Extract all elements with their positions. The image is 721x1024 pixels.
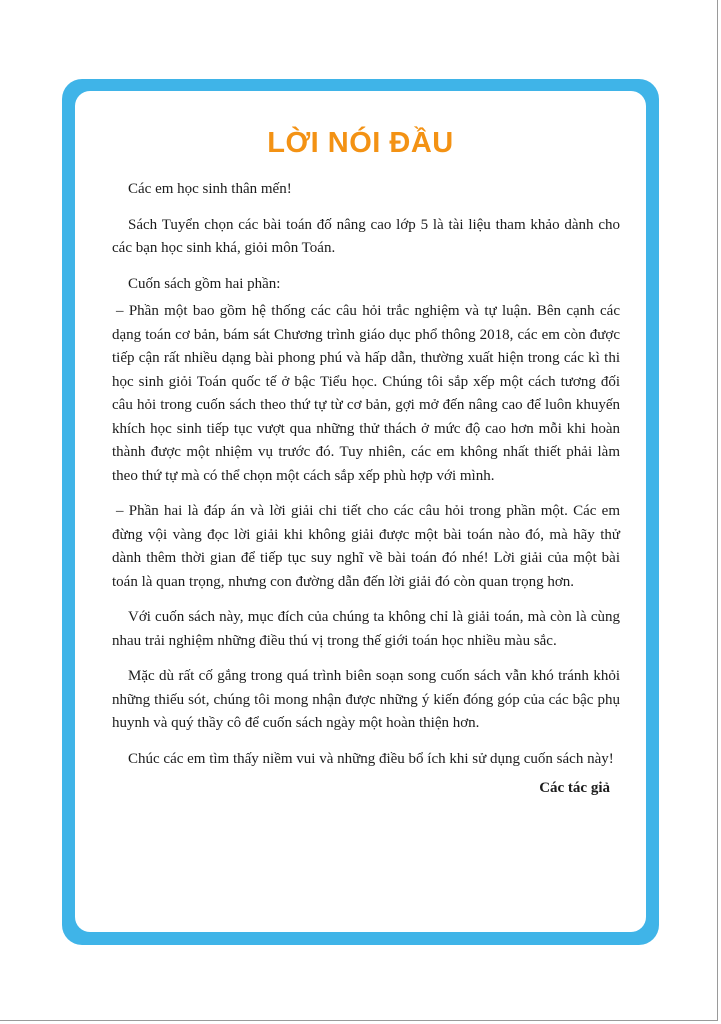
page-frame	[62, 79, 659, 945]
greeting: Các em học sinh thân mến!	[128, 181, 292, 197]
page-title: LỜI NÓI ĐẦU	[267, 127, 454, 159]
paragraph-intro: Sách Tuyển chọn các bài toán đố nâng cao lớp 5 là tài liệu tham khảo dành cho các bạn học sinh khá, giỏi môn Toán.	[112, 216, 620, 256]
content-panel	[75, 91, 646, 932]
paragraph-structure: Cuốn sách gồm hai phần:	[128, 275, 281, 292]
paragraph-part-two: – Phần hai là đáp án và lời giải chi tiết cho các câu hỏi trong phần một. Các em đừng vội vàng đọc lời giải khi không giải được một bài toán nào đó, mà hãy thử dành thêm thời gian để tiếp tục suy nghĩ về bài toán đó nhé! Lời giải của một bài toán là quan trọng, nhưng con đường dẫn đến lời giải đó còn quan trọng hơn.	[112, 503, 620, 590]
paragraph-wishes: Chúc các em tìm thấy niềm vui và những điều bổ ích khi sử dụng cuốn sách này!	[128, 750, 614, 767]
paragraph-purpose: Với cuốn sách này, mục đích của chúng ta không chỉ là giải toán, mà còn là cùng nhau trải nghiệm những điều thú vị trong thế giới toán học nhiều màu sắc.	[112, 609, 620, 649]
preface-body	[112, 178, 620, 801]
signature: Các tác giả	[539, 780, 610, 796]
paragraph-feedback: Mặc dù rất cố gắng trong quá trình biên soạn song cuốn sách vẫn khó tránh khỏi những thiếu sót, chúng tôi mong nhận được những ý kiến đóng góp của các bậc phụ huynh và quý thầy cô để cuốn sách ngày một hoàn thiện hơn.	[112, 668, 620, 731]
paragraph-part-one: – Phần một bao gồm hệ thống các câu hỏi trắc nghiệm và tự luận. Bên cạnh các dạng toán cơ bản, bám sát Chương trình giáo dục phổ thông 2018, các em còn được tiếp cận rất nhiều dạng bài phong phú và hấp dẫn, thường xuất hiện trong các kì thi học sinh giỏi Toán quốc tế ở bậc Tiểu học. Chúng tôi sắp xếp một cách tương đối câu hỏi trong cuốn sách theo thứ tự từ cơ bản, gợi mở đến nâng cao để luôn khuyến khích học sinh tiếp tục vượt qua những thử thách ở mức độ cao hơn mỗi khi hoàn thành được một nhiệm vụ trước đó. Tuy nhiên, các em không nhất thiết phải làm theo thứ tự mà có thể chọn một cách sắp xếp phù hợp với mình.	[112, 303, 620, 484]
